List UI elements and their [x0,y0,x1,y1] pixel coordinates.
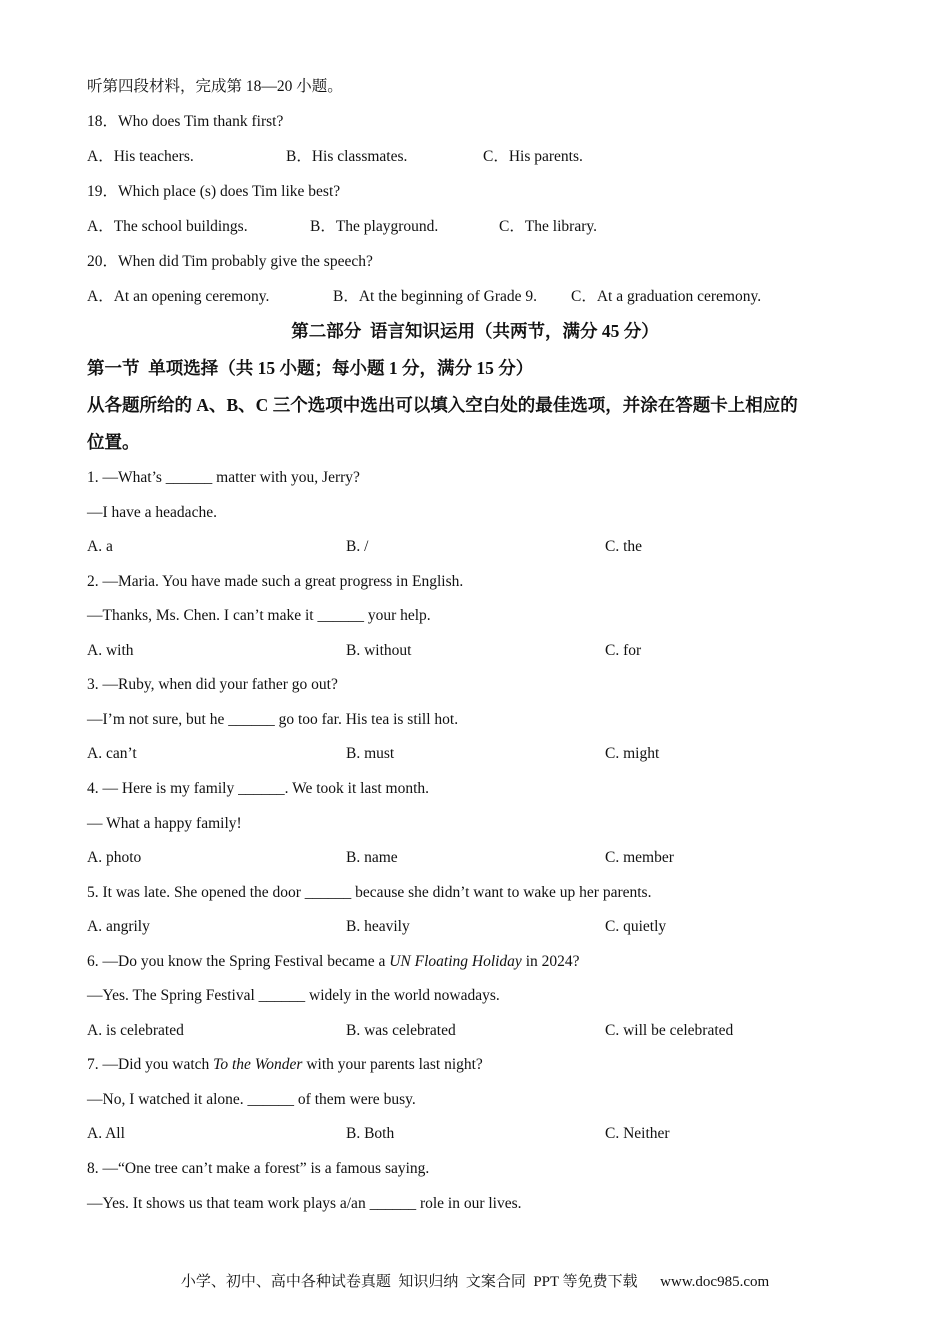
mc7-option-b: B. Both [346,1125,395,1142]
q19-option-b: B．The playground. [310,218,439,235]
mc1-line1: 1. —What’s ______ matter with you, Jerry? [87,469,360,486]
question-18: 18．Who does Tim thank first? [87,113,284,130]
mc4-line1: 4. — Here is my family ______. We took it last month. [87,780,430,797]
mc2-option-a: A. with [87,642,134,659]
mc7-option-c: C. Neither [605,1125,670,1142]
mc5-option-c: C. quietly [605,918,667,935]
mc7-option-a: A. All [87,1125,125,1142]
instruction-line2: 位置。 [87,432,140,452]
q18-option-a: A．His teachers. [87,148,194,165]
mc3-option-c: C. might [605,745,660,762]
mc1-line2: —I have a headache. [87,504,217,521]
q18-option-b: B．His classmates. [286,148,408,165]
part2-title: 第二部分 语言知识运用（共两节，满分 45 分） [291,321,659,341]
mc4-line2: — What a happy family! [87,815,242,832]
mc2-option-c: C. for [605,642,642,659]
question-20: 20．When did Tim probably give the speech? [87,253,373,270]
mc5-option-a: A. angrily [87,918,150,935]
mc3-option-a: A. can’t [87,745,137,762]
mc6-option-a: A. is celebrated [87,1022,184,1039]
mc6-text-post: in 2024? [521,953,580,970]
mc6-option-c: C. will be celebrated [605,1022,734,1039]
q19-option-c: C．The library. [499,218,597,235]
instruction-line1: 从各题所给的 A、B、C 三个选项中选出可以填入空白处的最佳选项，并涂在答题卡上相应的 [87,395,798,415]
mc6-line2: —Yes. The Spring Festival ______ widely in the world nowadays. [87,987,500,1004]
section1-title: 第一节 单项选择（共 15 小题；每小题 1 分，满分 15 分） [87,358,534,378]
mc2-line1: 2. —Maria. You have made such a great progress in English. [87,573,464,590]
q19-option-a: A．The school buildings. [87,218,248,235]
mc5-line1: 5. It was late. She opened the door ______ because she didn’t want to wake up her parents. [87,884,652,901]
mc1-option-b: B. / [346,538,369,555]
mc8-line1: 8. —“One tree can’t make a forest” is a famous saying. [87,1160,430,1177]
mc6-italic-title: UN Floating Holiday [389,953,522,970]
mc6-text-pre: 6. —Do you know the Spring Festival became a [87,953,390,970]
mc7-italic-title: To the Wonder [213,1056,303,1073]
mc6-option-b: B. was celebrated [346,1022,456,1039]
q20-option-c: C．At a graduation ceremony. [571,288,762,305]
mc7-text-post: with your parents last night? [302,1056,483,1073]
mc4-option-b: B. name [346,849,398,866]
mc3-option-b: B. must [346,745,395,762]
q20-option-b: B．At the beginning of Grade 9. [333,288,538,305]
mc7-line2: —No, I watched it alone. ______ of them were busy. [87,1091,416,1108]
mc7-text-pre: 7. —Did you watch [87,1056,214,1073]
question-19: 19．Which place (s) does Tim like best? [87,183,341,200]
mc2-option-b: B. without [346,642,412,659]
mc2-line2: —Thanks, Ms. Chen. I can’t make it ______ your help. [87,607,431,624]
mc3-line1: 3. —Ruby, when did your father go out? [87,676,338,693]
listening-intro: 听第四段材料，完成第 18—20 小题。 [87,78,343,95]
mc4-option-c: C. member [605,849,674,866]
mc1-option-a: A. a [87,538,113,555]
mc7-line1 [87,1055,483,1075]
mc1-option-c: C. the [605,538,643,555]
q20-option-a: A．At an opening ceremony. [87,288,270,305]
mc4-option-a: A. photo [87,849,142,866]
mc3-line2: —I’m not sure, but he ______ go too far. His tea is still hot. [87,711,459,728]
q18-option-c: C．His parents. [483,148,583,165]
mc8-line2: —Yes. It shows us that team work plays a/an ______ role in our lives. [87,1195,522,1212]
mc6-line1 [87,952,580,972]
mc5-option-b: B. heavily [346,918,410,935]
page-footer: 小学、初中、高中各种试卷真题 知识归纳 文案合同 PPT 等免费下载 www.doc985.com [180,1274,770,1290]
